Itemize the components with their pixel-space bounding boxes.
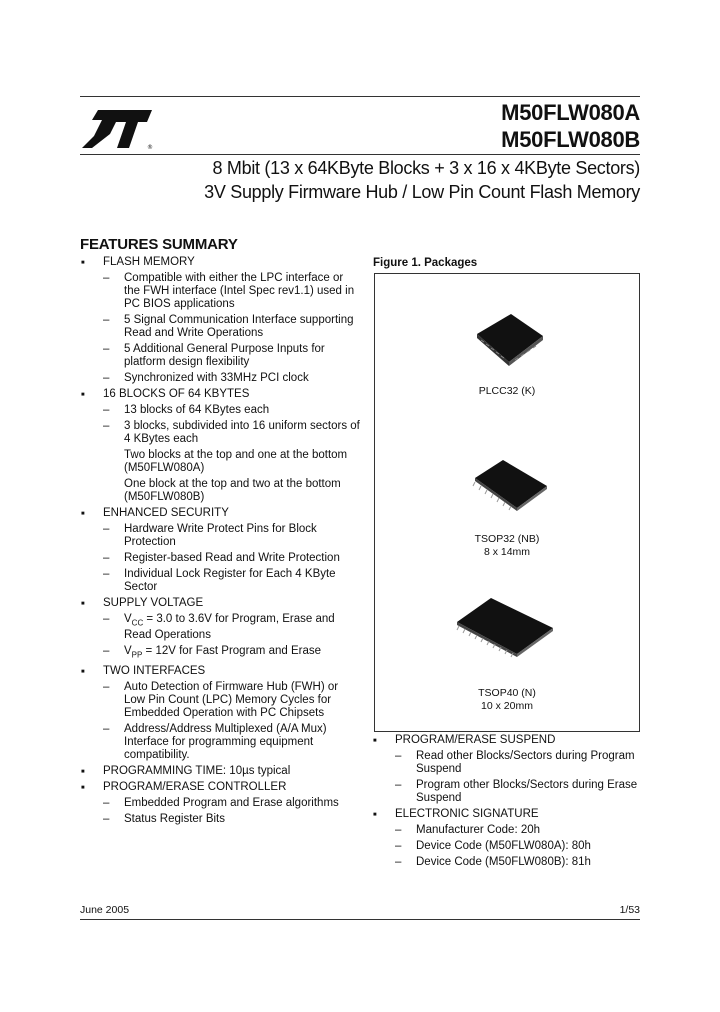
list-item: – Hardware Write Protect Pins for Block Protection <box>80 523 360 549</box>
features-left-column <box>80 256 360 829</box>
tsop40-caption: TSOP40 (N) <box>478 687 536 699</box>
subtitle-line-1: 8 Mbit (13 x 64KByte Blocks + 3 x 16 x 4KByte Sectors) <box>212 158 640 178</box>
list-item: – 3 blocks, subdivided into 16 uniform sectors of 4 KBytes each <box>80 420 360 446</box>
list-item: – Device Code (M50FLW080B): 81h <box>372 856 642 869</box>
list-item-vpp: – $V_{PP} = 12V$ for Fast Program and Erase <box>80 645 360 661</box>
features-right-column <box>372 734 642 872</box>
list-item: – Program other Blocks/Sectors during Erase Suspend <box>372 779 642 805</box>
feature-blocks: ■ 16 BLOCKS OF 64 KBYTES <box>80 388 360 401</box>
list-item: – 5 Additional General Purpose Inputs for platform design flexibility <box>80 343 360 369</box>
list-item: – 5 Signal Communication Interface supporting Read and Write Operations <box>80 314 360 340</box>
list-item: – Register-based Read and Write Protection <box>80 552 360 565</box>
plcc32-caption: PLCC32 (K) <box>478 385 536 397</box>
tsop32-caption: TSOP32 (NB) <box>474 533 540 545</box>
part-number-a: M50FLW080A <box>501 100 640 125</box>
tsop32-size: 8 x 14mm <box>483 546 531 558</box>
part-number-b: M50FLW080B <box>501 127 640 152</box>
feature-flash-memory: ■ FLASH MEMORY <box>80 256 360 269</box>
list-item: – Manufacturer Code: 20h <box>372 824 642 837</box>
feature-enhanced-security: ■ ENHANCED SECURITY <box>80 507 360 520</box>
tsop32-package <box>467 456 553 518</box>
list-item: – Synchronized with 33MHz PCI clock <box>80 372 360 385</box>
feature-program-erase-suspend: ■ PROGRAM/ERASE SUSPEND <box>372 734 642 747</box>
list-item: – Auto Detection of Firmware Hub (FWH) or Low Pin Count (LPC) Memory Cycles for Embedded Operation with PC Chipsets <box>80 681 360 720</box>
feature-electronic-signature: ■ ELECTRONIC SIGNATURE <box>372 808 642 821</box>
feature-program-erase-controller: ■ PROGRAM/ERASE CONTROLLER <box>80 781 360 794</box>
packages-figure <box>374 273 640 732</box>
list-item: – Read other Blocks/Sectors during Program Suspend <box>372 750 642 776</box>
page-number: 1/53 <box>619 904 640 916</box>
features-summary-heading: FEATURES SUMMARY <box>80 236 238 253</box>
feature-supply-voltage: ■ SUPPLY VOLTAGE <box>80 597 360 610</box>
list-item: – Compatible with either the LPC interface or the FWH interface (Intel Spec rev1.1) used in PC BIOS applications <box>80 272 360 311</box>
footer-rule <box>80 919 640 920</box>
tsop40-package <box>451 592 559 666</box>
list-paragraph: Two blocks at the top and one at the bottom (M50FLW080A) <box>124 449 348 474</box>
feature-programming-time: ■ PROGRAMMING TIME: 10µs typical <box>80 765 360 778</box>
list-item: – Address/Address Multiplexed (A/A Mux) Interface for programming equipment compatibility. <box>80 723 360 762</box>
tsop40-size: 10 x 20mm <box>481 700 533 712</box>
st-logo <box>80 104 158 152</box>
feature-two-interfaces: ■ TWO INTERFACES <box>80 665 360 678</box>
title-rule <box>80 154 640 155</box>
list-item-vcc: – $V_{CC} = 3.0$ to 3.6V for Program, Erase and Read Operations <box>80 613 360 642</box>
figure-title: Figure 1. Packages <box>373 257 478 269</box>
list-item: – Embedded Program and Erase algorithms <box>80 797 360 810</box>
list-item: – Individual Lock Register for Each 4 KByte Sector <box>80 568 360 594</box>
svg-text:®: ® <box>147 144 153 151</box>
footer-date: June 2005 <box>80 904 130 916</box>
top-rule <box>80 96 640 97</box>
plcc32-package <box>471 312 547 366</box>
list-item: – 13 blocks of 64 KBytes each <box>80 404 360 417</box>
list-paragraph: One block at the top and two at the bottom (M50FLW080B) <box>124 478 341 503</box>
subtitle-line-2: 3V Supply Firmware Hub / Low Pin Count Flash Memory <box>204 182 640 202</box>
list-item: – Status Register Bits <box>80 813 360 826</box>
list-item: – Device Code (M50FLW080A): 80h <box>372 840 642 853</box>
